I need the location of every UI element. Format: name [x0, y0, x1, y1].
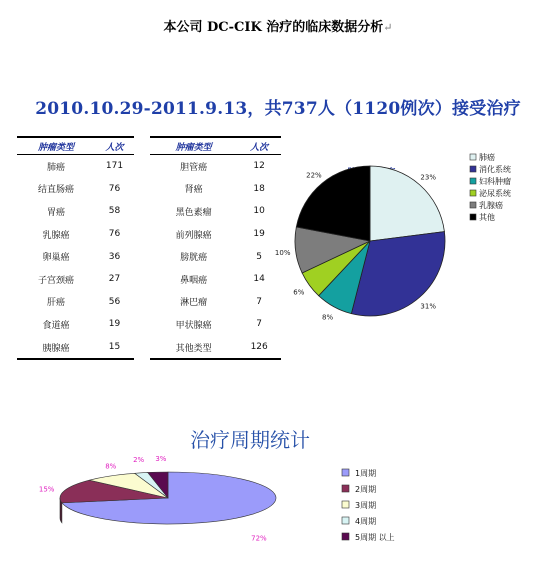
legend-swatch — [342, 517, 349, 524]
tumor-type-cell: 膀胱癌 — [180, 253, 208, 264]
legend-label: 3周期 — [355, 501, 377, 510]
table-row — [150, 245, 281, 268]
legend-swatch — [342, 485, 349, 492]
pilcrow-mark: ↵ — [383, 21, 393, 34]
table-row — [17, 155, 134, 178]
table-row — [150, 268, 281, 291]
table-row — [17, 245, 134, 268]
tumor-table-left — [17, 136, 134, 360]
pie-percent-label: 8% — [322, 313, 334, 322]
table-row — [150, 291, 281, 314]
legend-swatch — [470, 178, 476, 184]
tumor-type-cell: 肝癌 — [46, 298, 65, 309]
pie-percent-label: 23% — [420, 173, 436, 182]
pie-percent-label: 2% — [133, 456, 145, 465]
count-cell: 19 — [108, 319, 121, 330]
pie-legend — [342, 468, 395, 542]
pie-percent-label: 3% — [155, 455, 167, 464]
legend-swatch — [470, 214, 476, 220]
tumor-type-cell: 胆管癌 — [180, 162, 208, 173]
tumor-type-cell: 其他类型 — [175, 343, 212, 354]
count-cell: 18 — [253, 183, 265, 194]
table-row — [17, 223, 134, 246]
period-heading: 2010.10.29-2011.9.13，共737人（1120例次）接受治疗 — [35, 99, 521, 119]
header-count: 人次 — [237, 137, 281, 155]
count-cell: 76 — [108, 183, 121, 194]
legend-label: 泌尿系统 — [479, 189, 511, 198]
tumor-type-cell: 胰腺癌 — [42, 343, 70, 354]
table-row — [17, 200, 134, 223]
table-header-row — [17, 137, 134, 155]
table-row — [17, 178, 134, 201]
document-title-text: 本公司 DC-CIK 治疗的临床数据分析 — [163, 20, 384, 35]
count-cell: 7 — [256, 319, 263, 330]
legend-swatch — [470, 190, 476, 196]
tumor-type-cell: 黑色素瘤 — [175, 207, 212, 218]
pie-percent-label: 31% — [420, 302, 436, 311]
header-tumor-type: 肿瘤类型 — [150, 137, 237, 155]
count-cell: 58 — [108, 206, 121, 217]
legend-swatch — [342, 469, 349, 476]
tumor-type-cell: 卵巢癌 — [42, 253, 70, 264]
count-cell: 15 — [108, 342, 121, 353]
count-cell: 10 — [253, 206, 265, 217]
pie-percent-label: 6% — [293, 288, 305, 297]
pie-percent-label: 10% — [274, 248, 291, 257]
count-cell: 12 — [253, 161, 265, 172]
legend-swatch — [470, 154, 476, 160]
tumor-type-cell: 淋巴瘤 — [180, 298, 208, 309]
table-row — [150, 155, 281, 178]
count-cell: 19 — [253, 229, 265, 240]
table-row — [150, 336, 281, 360]
table-row — [150, 200, 281, 223]
tumor-table-right — [150, 136, 281, 360]
legend-label: 5周期 以上 — [355, 533, 395, 542]
table-row — [17, 336, 134, 360]
table-row — [150, 178, 281, 201]
count-cell: 76 — [108, 229, 121, 240]
tumor-type-cell: 甲状腺癌 — [175, 320, 212, 331]
pie-percent-label: 72% — [251, 534, 267, 543]
count-cell: 171 — [105, 161, 124, 172]
cycle-chart-title: 治疗周期统计 — [190, 428, 310, 452]
legend-swatch — [470, 202, 476, 208]
pie-slices — [60, 472, 276, 524]
table-row — [17, 291, 134, 314]
legend-label: 2周期 — [355, 485, 377, 494]
count-cell: 126 — [250, 342, 268, 353]
tumor-type-cell: 肺癌 — [46, 162, 65, 173]
pie-percent-label: 15% — [38, 485, 55, 494]
count-cell: 5 — [256, 251, 263, 262]
legend-swatch — [342, 501, 349, 508]
pie-legend — [470, 152, 511, 222]
tumor-type-cell: 结直肠癌 — [37, 185, 74, 196]
count-cell: 27 — [108, 274, 121, 285]
header-count: 人次 — [95, 137, 134, 155]
count-cell: 14 — [253, 274, 265, 285]
tumor-type-cell: 鼻咽癌 — [180, 275, 208, 286]
legend-label: 其他 — [479, 213, 495, 222]
legend-label: 4周期 — [355, 517, 377, 526]
legend-label: 妇科肿瘤 — [479, 177, 511, 186]
tumor-type-cell: 子宫颈癌 — [37, 275, 74, 286]
pie-percent-label: 8% — [105, 462, 117, 471]
count-cell: 7 — [256, 296, 263, 307]
table-row — [17, 313, 134, 336]
count-cell: 36 — [108, 251, 121, 262]
legend-label: 乳腺癌 — [479, 201, 503, 210]
tumor-type-cell: 乳腺癌 — [42, 230, 70, 241]
header-tumor-type: 肿瘤类型 — [17, 137, 95, 155]
pie-slices — [295, 166, 445, 316]
tumor-type-cell: 肾癌 — [184, 185, 203, 196]
document-title — [0, 16, 556, 35]
legend-label: 1周期 — [355, 469, 377, 478]
tumor-type-cell: 食道癌 — [42, 320, 70, 331]
treatment-cycle-pie-chart — [0, 455, 556, 572]
legend-swatch — [342, 533, 349, 540]
table-row — [150, 223, 281, 246]
legend-swatch — [470, 166, 476, 172]
table-row — [150, 313, 281, 336]
legend-label: 肺癌 — [479, 153, 495, 162]
count-cell: 56 — [108, 296, 121, 307]
table-row — [17, 268, 134, 291]
tumor-type-cell: 胃癌 — [46, 207, 65, 218]
legend-label: 消化系统 — [479, 165, 511, 174]
table-header-row — [150, 137, 281, 155]
tumor-type-cell: 前列腺癌 — [175, 230, 212, 241]
pie-percent-label: 22% — [306, 171, 322, 180]
tumor-type-pie-chart — [274, 150, 556, 322]
